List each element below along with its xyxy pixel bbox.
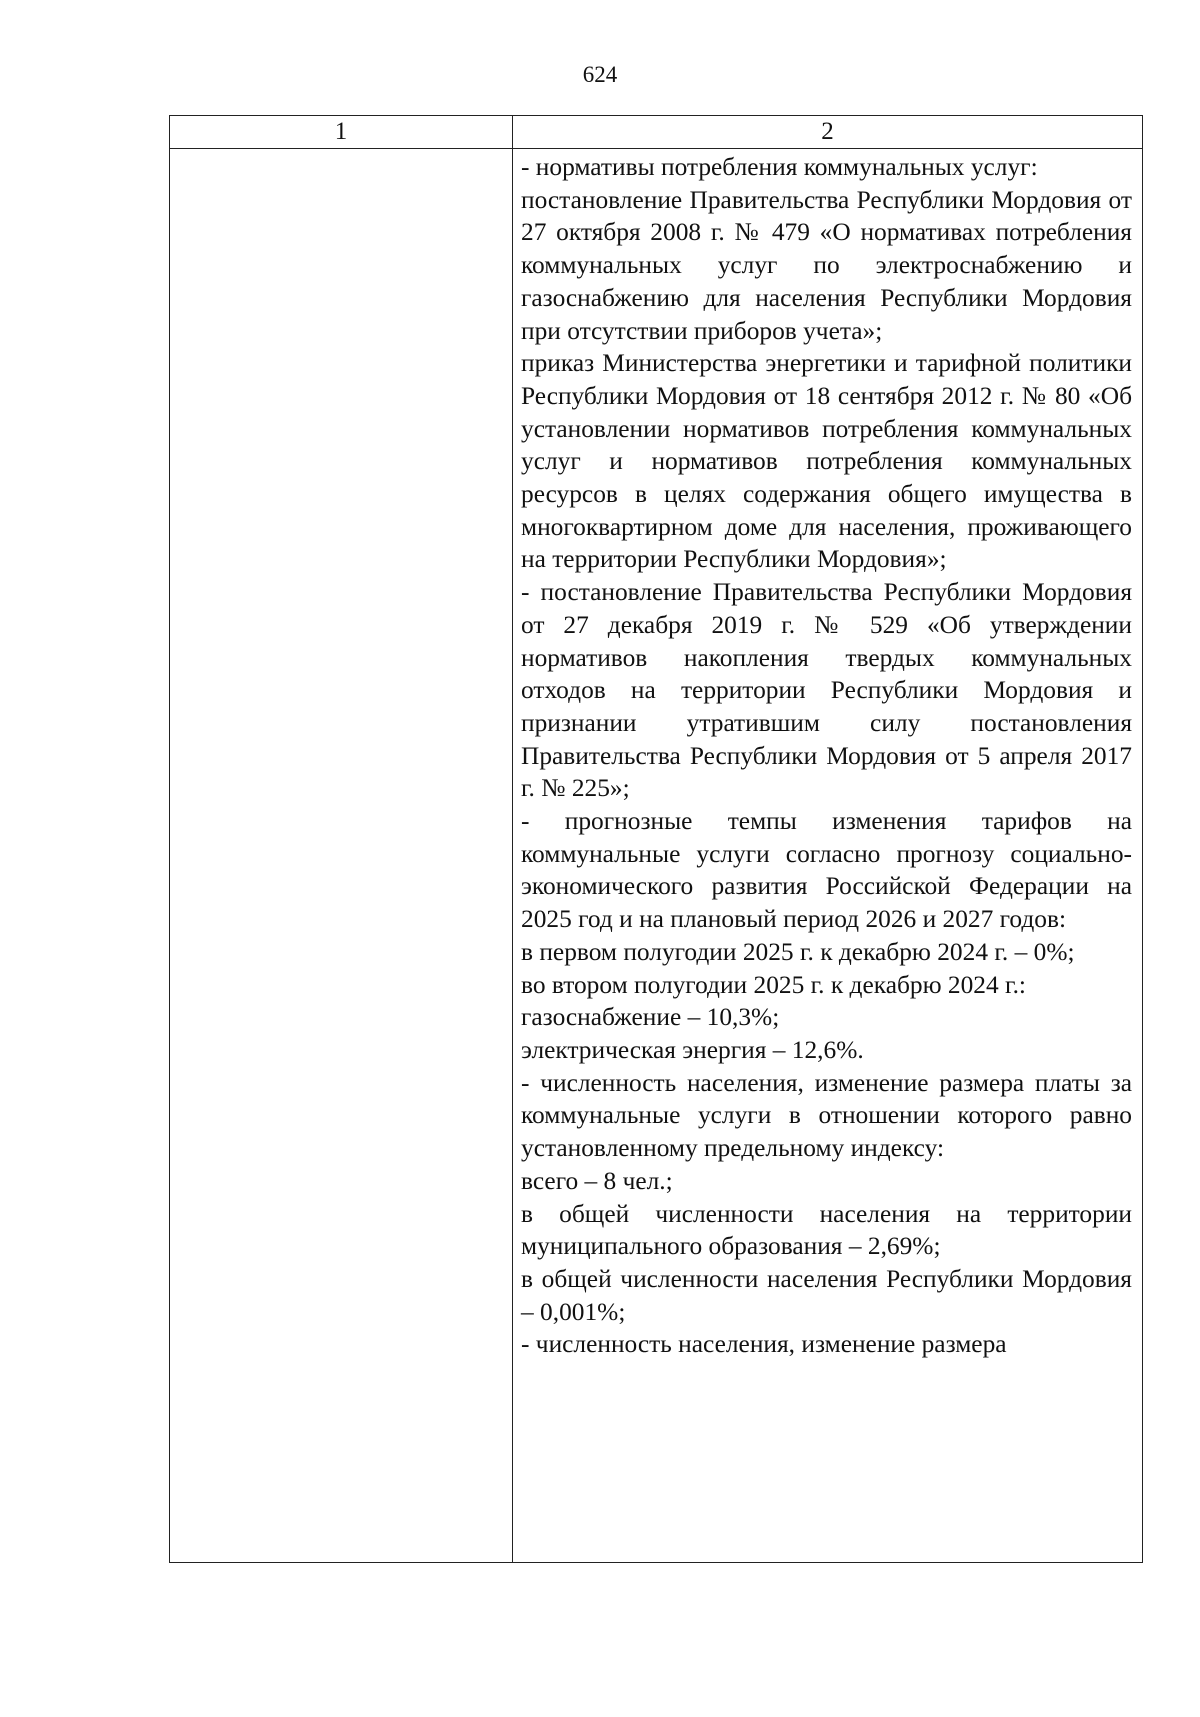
paragraph: постановление Правительства Республики Мордовия от 27 октября 2008 г. № 479 «О нормативах потребления коммунальных услуг по электроснабжению и газоснабжению для населения Республики Мордовия при отсутствии приборов учета»; [521, 185, 1132, 345]
paragraph: приказ Министерства энергетики и тарифной политики Республики Мордовия от 18 сентября 2012 г. № 80 «Об установлении нормативов потребления коммунальных услуг и нормативов потребления коммунальных ресурсов в целях содержания общего имущества в многоквартирном доме для населения, проживающего на территории Республики Мордовия»; [521, 349, 1132, 574]
table-header-row [170, 116, 1142, 149]
paragraph: в общей численности населения Республики Мордовия – 0,001%; [521, 1264, 1132, 1326]
header-cell-1: 1 [334, 118, 348, 145]
paragraph: всего – 8 чел.; [521, 1166, 673, 1195]
paragraph: во втором полугодии 2025 г. к декабрю 2024 г.: [521, 970, 1026, 999]
paragraph: - постановление Правительства Республики Мордовия от 27 декабря 2019 г. № 529 «Об утверждении нормативов накопления твердых коммунальных отходов на территории Республики Мордовия и признании утратившим силу постановления Правительства Республики Мордовия от 5 апреля 2017 г. № 225»; [521, 578, 1132, 803]
paragraph: - численность населения, изменение размера платы за коммунальные услуги в отношении которого равно установленному предельному индексу: [521, 1068, 1132, 1163]
paragraph: - прогнозные темпы изменения тарифов на коммунальные услуги согласно прогнозу социально-экономического развития Российской Федерации на 2025 год и на плановый период 2026 и 2027 годов: [521, 807, 1132, 934]
paragraph: - нормативы потребления коммунальных услуг: [521, 153, 1038, 181]
paragraph: газоснабжение – 10,3%; [521, 1003, 780, 1032]
paragraph: - численность населения, изменение размера [521, 1330, 1007, 1359]
page-number: 624 [582, 62, 618, 87]
paragraph: электрическая энергия – 12,6%. [521, 1035, 864, 1064]
header-cell-2: 2 [821, 118, 834, 145]
column-2-content [521, 151, 1132, 1361]
column-divider [512, 116, 513, 1562]
paragraph: в общей численности населения на территории муниципального образования – 2,69%; [521, 1199, 1132, 1261]
paragraph: в первом полугодии 2025 г. к декабрю 2024 г. – 0%; [521, 937, 1075, 966]
document-table [169, 115, 1143, 1563]
